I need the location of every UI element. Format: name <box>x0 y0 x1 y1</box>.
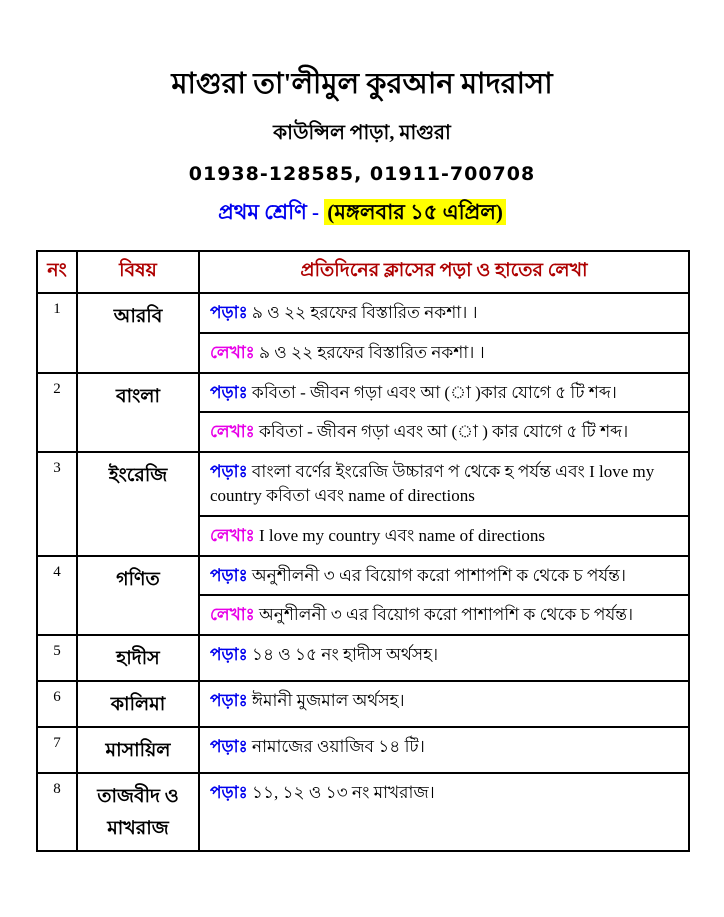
lesson-text: ১৪ ও ১৫ নং হাদীস অর্থসহ। <box>247 645 439 665</box>
writing-label: লেখাঃ <box>210 605 255 625</box>
table-row <box>37 681 689 727</box>
table-row <box>37 373 689 413</box>
lesson-text: ঈমানী মুজমাল অর্থসহ। <box>247 691 405 711</box>
class-date-highlight: (মঙ্গলবার ১৫ এপ্রিল) <box>324 199 506 225</box>
lesson-table-head <box>37 251 689 293</box>
lesson-cell <box>199 727 689 773</box>
table-row <box>37 293 689 333</box>
lesson-text: কবিতা - জীবন গড়া এবং আ (◌া )কার যোগে ৫ টি শব্দ। <box>247 382 617 402</box>
writing-label: লেখাঃ <box>210 422 255 442</box>
row-number-cell: 5 <box>37 635 77 681</box>
lesson-text: নামাজের ওয়াজিব ১৪ টি। <box>247 737 425 757</box>
lesson-text: ৯ ও ২২ হরফের বিস্তারিত নকশা। । <box>254 342 485 362</box>
row-number-cell: 1 <box>37 293 77 372</box>
lesson-text: বাংলা বর্ণের ইংরেজি উচ্চারণ প থেকে হ পর্যন্ত এবং I love my country কবিতা এবং name of directions <box>210 461 655 506</box>
lesson-cell <box>199 373 689 413</box>
reading-label: পড়াঃ <box>210 645 248 665</box>
lesson-text: অনুশীলনী ৩ এর বিয়োগ করো পাশাপশি ক থেকে চ পর্যন্ত। <box>247 565 626 585</box>
reading-label: পড়াঃ <box>210 783 248 803</box>
reading-label: পড়াঃ <box>210 303 248 323</box>
row-number-cell: 3 <box>37 452 77 556</box>
row-number-cell: 6 <box>37 681 77 727</box>
subject-cell: হাদীস <box>77 635 199 681</box>
lesson-cell <box>199 556 689 596</box>
lesson-cell <box>199 412 689 452</box>
class-separator: - <box>306 200 325 225</box>
column-header-lessons: প্রতিদিনের ক্লাসের পড়া ও হাতের লেখা <box>199 251 689 293</box>
lesson-cell <box>199 635 689 681</box>
subject-cell: তাজবীদ ও মাখরাজ <box>77 773 199 851</box>
column-header-subject: বিষয় <box>77 251 199 293</box>
row-number-cell: 8 <box>37 773 77 851</box>
lesson-cell <box>199 681 689 727</box>
table-row <box>37 556 689 596</box>
subject-cell: মাসায়িল <box>77 727 199 773</box>
reading-label: পড়াঃ <box>210 382 248 402</box>
subject-cell: কালিমা <box>77 681 199 727</box>
lesson-cell <box>199 293 689 333</box>
lesson-table-body <box>37 293 689 851</box>
lesson-cell <box>199 773 689 851</box>
subject-cell: ইংরেজি <box>77 452 199 556</box>
row-number-cell: 4 <box>37 556 77 635</box>
table-row <box>37 773 689 851</box>
lesson-table <box>36 250 690 852</box>
phone-numbers: 01938-128585, 01911-700708 <box>188 163 536 186</box>
writing-label: লেখাঃ <box>210 342 255 362</box>
subject-cell: বাংলা <box>77 373 199 452</box>
lesson-text: ১১, ১২ ও ১৩ নং মাখরাজ। <box>247 783 435 803</box>
school-title: মাগুরা তা'লীমুল কুরআন মাদরাসা <box>171 68 553 100</box>
class-name: প্রথম শ্রেণি <box>218 200 307 225</box>
reading-label: পড়াঃ <box>210 565 248 585</box>
reading-label: পড়াঃ <box>210 737 248 757</box>
school-address: কাউন্সিল পাড়া, মাগুরা <box>273 122 451 145</box>
row-number-cell: 7 <box>37 727 77 773</box>
lesson-text: কবিতা - জীবন গড়া এবং আ (◌া ) কার যোগে ৫ টি শব্দ। <box>254 422 629 442</box>
table-row <box>37 635 689 681</box>
lesson-cell <box>199 516 689 556</box>
reading-label: পড়াঃ <box>210 691 248 711</box>
table-row <box>37 727 689 773</box>
subject-cell: গণিত <box>77 556 199 635</box>
lesson-cell <box>199 452 689 516</box>
table-row <box>37 452 689 516</box>
lesson-cell <box>199 333 689 373</box>
header-row <box>37 251 689 293</box>
column-header-no: নং <box>37 251 77 293</box>
document-header <box>0 66 724 231</box>
class-title-line <box>0 196 724 231</box>
lesson-text: I love my country এবং name of directions <box>254 526 546 546</box>
lesson-text: অনুশীলনী ৩ এর বিয়োগ করো পাশাপশি ক থেকে চ পর্যন্ত। <box>254 605 634 625</box>
reading-label: পড়াঃ <box>210 461 248 481</box>
row-number-cell: 2 <box>37 373 77 452</box>
lesson-text: ৯ ও ২২ হরফের বিস্তারিত নকশা। । <box>247 303 478 323</box>
lesson-cell <box>199 595 689 635</box>
subject-cell: আরবি <box>77 293 199 372</box>
writing-label: লেখাঃ <box>210 526 255 546</box>
